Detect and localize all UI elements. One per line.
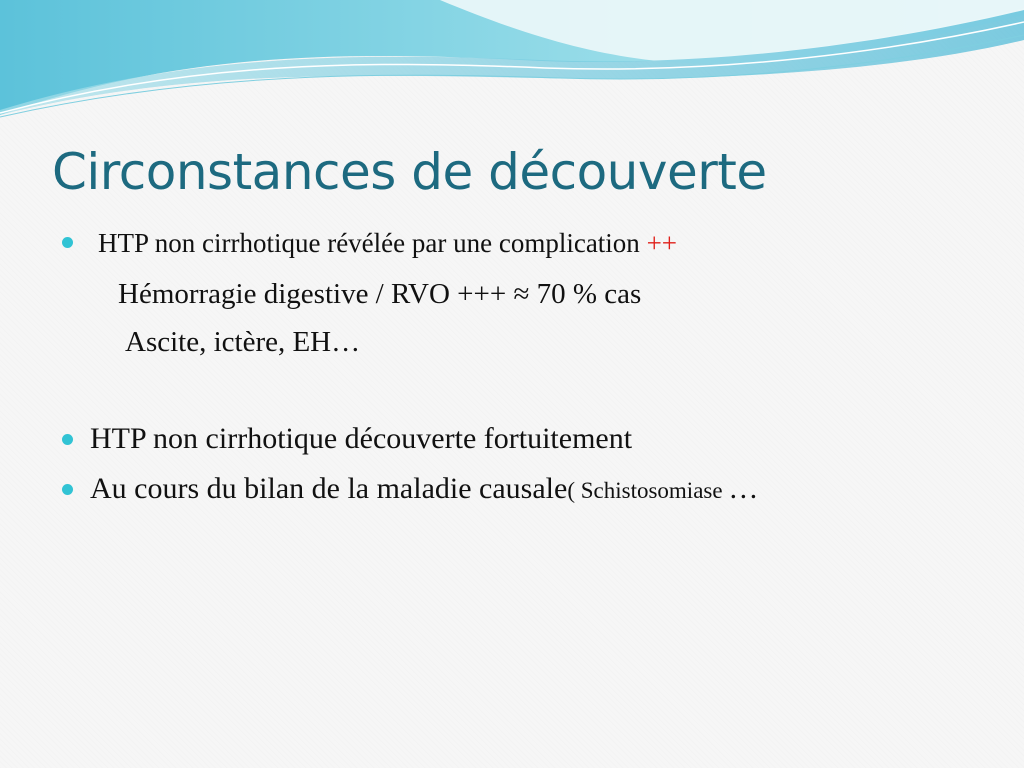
bullet-icon [62,434,73,445]
list-item-text: HTP non cirrhotique découverte fortuitement [90,422,633,455]
list-subitem [118,275,641,313]
list-subitem [125,323,360,361]
bullet-icon [62,237,73,248]
list-item [90,470,758,510]
list-item-text: Au cours du bilan de la maladie causale [90,472,568,505]
list-item-ellipsis: … [728,472,759,505]
list-item-parenthetical: ( Schistosomiase [567,478,729,503]
list-subitem-text: Ascite, ictère, EH… [125,326,361,358]
list-item [98,225,677,261]
list-item-text: HTP non cirrhotique révélée par une complication [98,228,640,258]
list-item [90,420,632,458]
emphasis-marker: ++ [646,228,678,258]
bullet-icon [62,484,73,495]
wave-banner [0,0,1024,130]
list-subitem-text: Hémorragie digestive / RVO +++ ≈ 70 % cas [118,278,642,310]
slide-title: Circonstances de découverte [52,143,767,201]
